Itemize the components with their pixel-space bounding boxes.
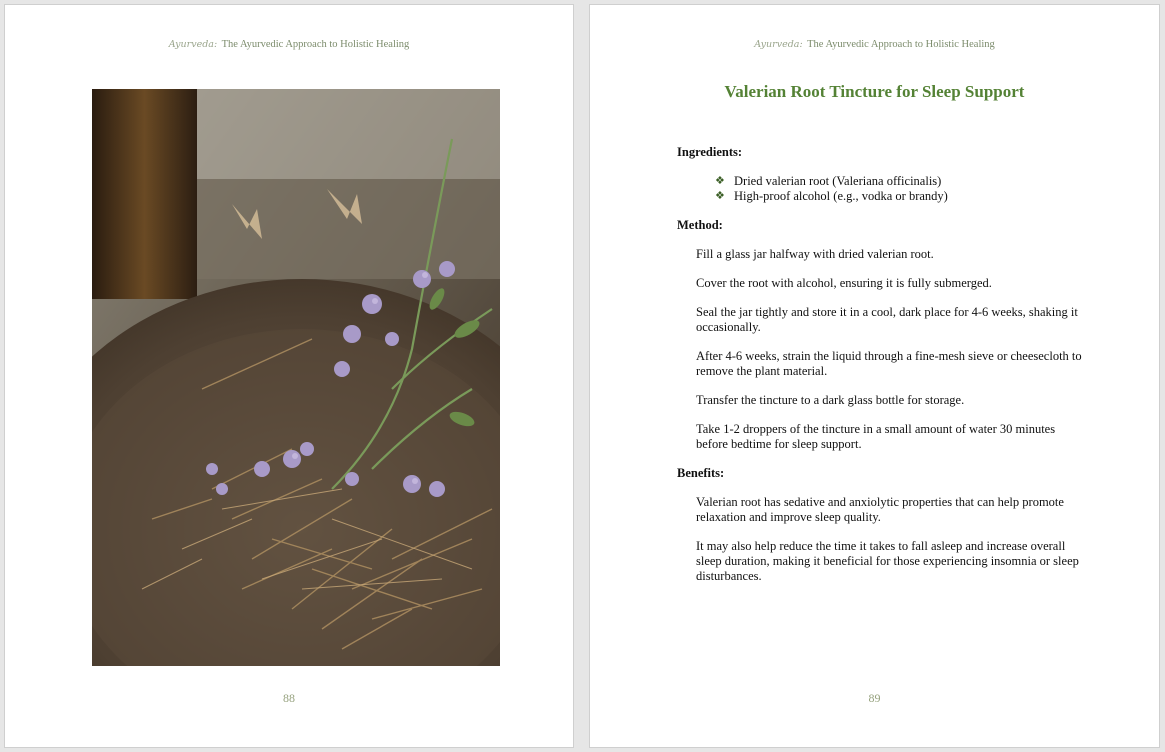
ingredient-text: High-proof alcohol (e.g., vodka or brandy) [734,189,948,203]
ingredients-list [715,174,1087,204]
method-step: Take 1-2 droppers of the tincture in a small amount of water 30 minutes before bedtime for sleep support. [696,422,1056,451]
list-item [715,189,1087,204]
method-step: Cover the root with alcohol, ensuring it is fully submerged. [696,276,992,290]
benefit-paragraph: It may also help reduce the time it takes to fall asleep and increase overall sleep duration, making it beneficial for those experiencing insomnia or sleep disturbances. [696,539,1079,583]
page-number: 89 [868,691,881,705]
running-header [590,39,1159,50]
method-step: Transfer the tincture to a dark glass bottle for storage. [696,393,965,407]
diamond-bullet-icon: ❖ [715,175,725,187]
header-text: The Ayurvedic Approach to Holistic Healing [807,39,995,50]
recipe-title: Valerian Root Tincture for Sleep Support [724,82,1025,101]
left-page [4,4,574,748]
method-step: After 4-6 weeks, strain the liquid through a fine-mesh sieve or cheesecloth to remove the plant material. [696,349,1082,378]
method-step: Seal the jar tightly and store it in a cool, dark place for 4-6 weeks, shaking it occasionally. [696,305,1078,334]
recipe-content [677,145,1087,584]
benefit-paragraph: Valerian root has sedative and anxiolytic properties that can help promote relaxation and improve sleep quality. [696,495,1064,524]
benefits-heading: Benefits: [677,466,725,480]
ingredients-heading: Ingredients: [677,145,743,159]
diamond-bullet-icon: ❖ [715,190,725,202]
header-script-word: Ayurveda: [754,39,803,50]
page-number: 88 [283,691,295,705]
valerian-root-photo [92,89,500,666]
header-script-word: Ayurveda: [168,39,218,50]
ingredient-text: Dried valerian root (Valeriana officinalis) [734,174,942,188]
method-heading: Method: [677,218,723,232]
running-header [5,39,573,50]
header-text: The Ayurvedic Approach to Holistic Healing [221,39,410,50]
right-page [589,4,1160,748]
list-item [715,174,1087,189]
method-step: Fill a glass jar halfway with dried valerian root. [696,247,934,261]
